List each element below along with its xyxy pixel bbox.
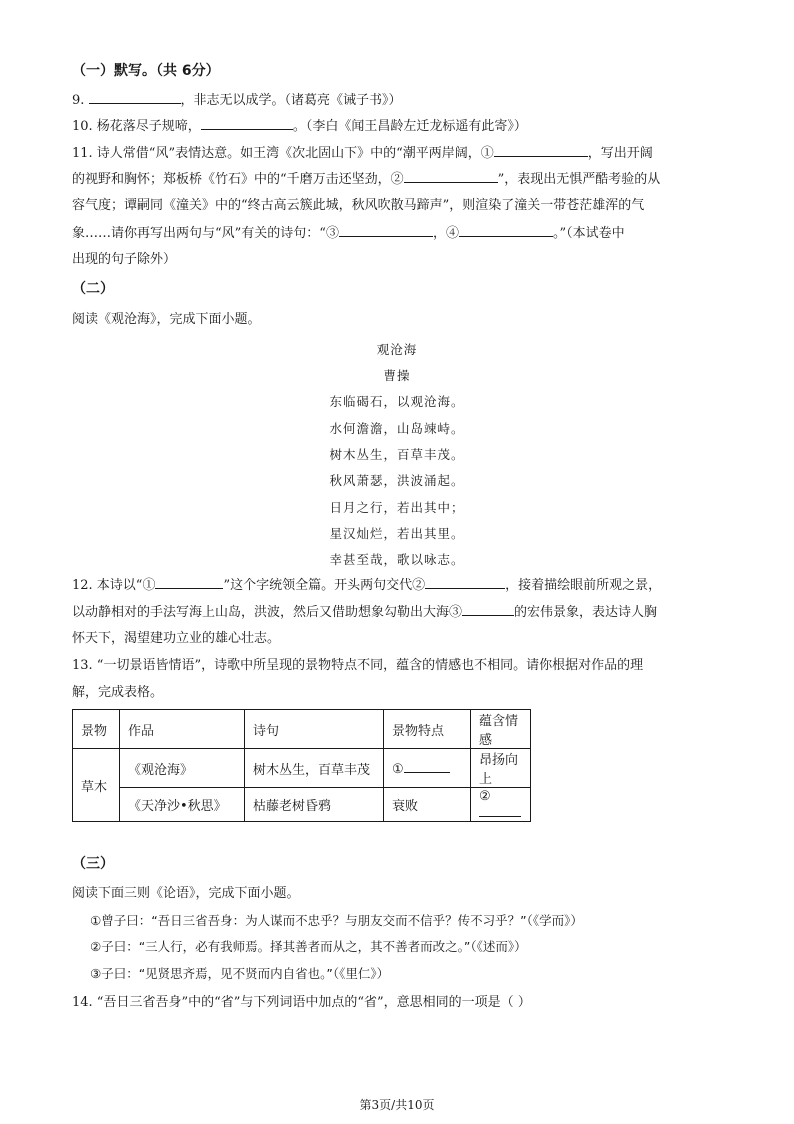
- poem-line: 秋风萧瑟，洪波涌起。: [329, 473, 465, 488]
- question-11-line-5: 出现的句子除外）: [72, 252, 177, 267]
- q10-blank[interactable]: [201, 117, 293, 130]
- question-13-line-2: 解，完成表格。: [72, 685, 164, 700]
- table-header: 景物: [73, 710, 120, 749]
- table-header: 蕴含情感: [471, 710, 531, 749]
- question-11-line-1: [72, 144, 653, 163]
- question-11-line-2: [72, 170, 660, 189]
- q12-text: 以动静相对的手法写海上山岛，洪波，然后又借助想象勾勒出大海③: [72, 605, 463, 620]
- table-cell-work: 《天净沙•秋思》: [120, 788, 245, 822]
- section-3-title: （三）: [72, 856, 114, 872]
- section-2-intro: 阅读《观沧海》，完成下面小题。: [72, 312, 261, 327]
- q12-text: ”这个字统领全篇。开头两句交代②: [223, 578, 426, 593]
- table-header: 作品: [120, 710, 245, 749]
- q12-text: ，接着描绘眼前所观之景，: [505, 578, 662, 593]
- q9-number: 9.: [72, 93, 85, 108]
- analects-quote: ①曾子曰：“吾日三省吾身：为人谋而不忠乎？与朋友交而不信乎？传不习乎？”（《学而》）: [90, 913, 583, 928]
- table-header: 诗句: [245, 710, 384, 749]
- q12-text: 12. 本诗以“①: [72, 578, 156, 593]
- table-cell-feature: 衰败: [384, 788, 471, 822]
- q9-text: ，非志无以成学。（诸葛亮《诫子书》）: [180, 93, 402, 108]
- q10-prefix: 10. 杨花落尽子规啼，: [72, 119, 201, 134]
- poem-line: 星汉灿烂，若出其里。: [329, 526, 465, 541]
- table-row: [73, 749, 531, 788]
- q11-text: 象……请你再写出两句与“风”有关的诗句：“③: [72, 226, 339, 241]
- poem-line: 水何澹澹，山岛竦峙。: [329, 421, 465, 436]
- feature-marker: ①: [392, 761, 404, 777]
- question-13-line-1: 13. “一切景语皆情语”，诗歌中所呈现的景物特点不同，蕴含的情感也不相同。请你根据对作品的理: [72, 658, 644, 673]
- poem-title: 观沧海: [376, 342, 418, 357]
- question-10: [72, 117, 527, 136]
- page-number: 第3页/共10页: [359, 1098, 435, 1112]
- feature-blank[interactable]: [404, 760, 450, 773]
- q9-blank[interactable]: [89, 91, 181, 104]
- poem-line: 树木丛生，百草丰茂。: [329, 447, 465, 462]
- poem-line: 幸甚至哉，歌以咏志。: [329, 552, 465, 567]
- poem-author: 曹操: [383, 368, 411, 383]
- q12-blank-3[interactable]: [462, 603, 514, 616]
- section-2-title: （二）: [72, 281, 114, 297]
- table-cell-scene: 草木: [73, 749, 120, 822]
- table-cell-feature: [384, 749, 471, 788]
- question-11-line-4: [72, 224, 625, 243]
- table-header: 景物特点: [384, 710, 471, 749]
- q11-text: ”，表现出无惧严酷考验的从: [497, 172, 661, 187]
- question-12-line-1: [72, 576, 661, 595]
- q12-blank-1[interactable]: [155, 576, 223, 589]
- table-cell-emotion: [471, 788, 531, 822]
- q11-blank-1[interactable]: [494, 144, 588, 157]
- q11-text: 。”（本试卷中: [552, 226, 625, 241]
- q11-text: 11. 诗人常借“风”表情达意。如王湾《次北固山下》中的“潮平两岸阔，①: [72, 146, 494, 161]
- q11-blank-3[interactable]: [339, 224, 433, 237]
- poem-line: 东临碣石，以观沧海。: [329, 394, 465, 409]
- question-11-line-3: 容气度；谭嗣同《潼关》中的“终古高云簇此城，秋风吹散马蹄声”，则渲染了潼关一带苍茫雄浑的气: [72, 198, 645, 213]
- q11-blank-4[interactable]: [459, 224, 553, 237]
- table-cell-emotion: 昂扬向上: [471, 749, 531, 788]
- question-14: 14. “吾日三省吾身”中的“省”与下列词语中加点的“省”，意思相同的一项是（ ）: [72, 995, 531, 1010]
- section-3-intro: 阅读下面三则《论语》，完成下面小题。: [72, 886, 300, 901]
- q10-suffix: 。（李白《闻王昌龄左迁龙标遥有此寄》）: [292, 119, 527, 134]
- question-12-line-2: [72, 603, 657, 622]
- question-9: [72, 91, 402, 110]
- scene-table: [72, 709, 531, 822]
- q11-text: ，写出开阔: [587, 146, 653, 161]
- q11-text: 的视野和胸怀；郑板桥《竹石》中的“千磨万击还坚劲，②: [72, 172, 404, 187]
- poem-line: 日月之行，若出其中；: [329, 500, 465, 515]
- table-row: [73, 788, 531, 822]
- q12-blank-2[interactable]: [425, 576, 505, 589]
- table-header-row: [73, 710, 531, 749]
- question-12-line-3: 怀天下，渴望建功立业的雄心壮志。: [72, 631, 281, 646]
- q11-blank-2[interactable]: [404, 170, 498, 183]
- analects-quote: ③子曰：“见贤思齐焉，见不贤而内自省也。”（《里仁》）: [90, 966, 390, 981]
- table-cell-work: 《观沧海》: [120, 749, 245, 788]
- table-cell-line: 枯藤老树昏鸦: [245, 788, 384, 822]
- emotion-marker: ②: [479, 788, 491, 804]
- q12-text: 的宏伟景象，表达诗人胸: [514, 605, 658, 620]
- emotion-blank[interactable]: [479, 804, 521, 817]
- analects-quote: ②子曰：“三人行，必有我师焉。择其善者而从之，其不善者而改之。”（《述而》）: [90, 939, 527, 954]
- q11-text: ，④: [432, 226, 459, 241]
- table-cell-line: 树木丛生，百草丰茂: [245, 749, 384, 788]
- section-1-title: （一）默写。（共 6分）: [72, 63, 220, 79]
